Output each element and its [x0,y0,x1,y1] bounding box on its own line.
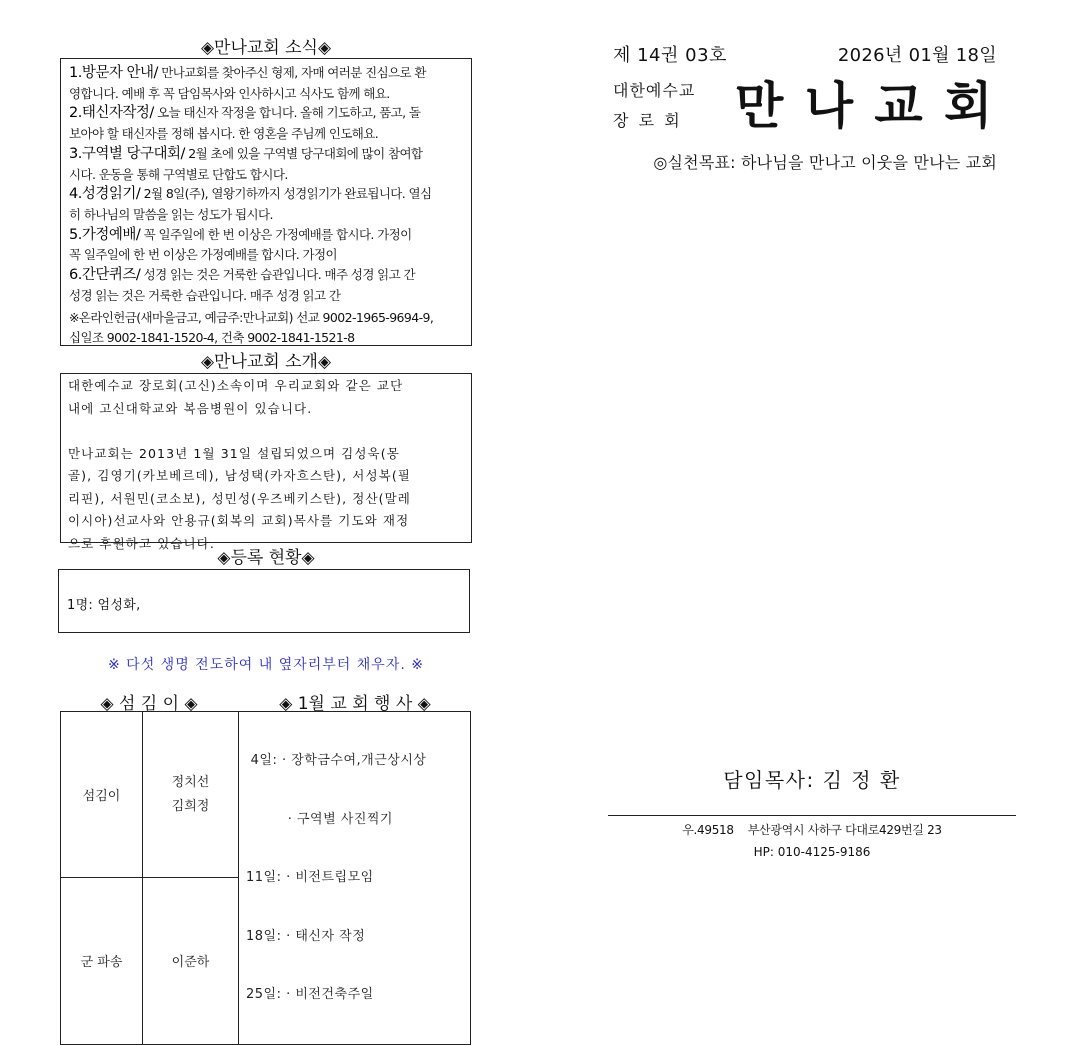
event-line: 18일: · 태신자 작정 [246,928,366,944]
denomination-line-2: 장 로 회 [613,111,680,130]
offering-info: 십일조 9002-1841-1520-4, 건축 9002-1841-1521-8 [69,330,355,346]
intro-box [60,373,472,551]
event-line: 11일: · 비전트립모임 [246,870,374,885]
church-name-title: 만 나 교 회 [735,77,995,135]
news-text: 보아야 할 태신자를 정해 봅시다. 한 영혼을 주님께 인도해요. [69,126,379,142]
news-section-title: ◈만나교회 소식◈ [200,38,332,58]
registration-text: 1명: 엄성화, [67,598,141,613]
denomination-line-1: 대한예수교 [613,81,696,100]
intro-line: 대한예수교 장로회(고신)소속이며 우리교회와 같은 교단 [68,378,404,393]
service-name: 김희정 [171,798,210,814]
intro-line: 으로 후원하고 있습니다. [68,535,215,551]
intro-line: 리핀), 서원민(코소보), 성민성(우즈베키스탄), 정산(말레 [68,490,411,506]
service-section-title: ◈ 섬 김 이 ◈ [100,694,198,714]
news-item-2 [69,103,471,124]
pastor-name: 담임목사: 김 정 환 [723,768,901,792]
church-phone: HP: 010-4125-9186 [753,845,871,859]
event-line: · 구역별 사진찍기 [246,811,393,827]
service-name: 이준하 [171,955,210,971]
intro-line: 골), 김영기(카보베르데), 남성택(카자흐스탄), 서성복(필 [68,468,411,483]
news-item-5 [69,225,471,246]
intro-line: 내에 고신대학교와 복음병원이 있습니다. [68,400,313,416]
news-text: 영합니다. 예배 후 꼭 담임목사와 인사하시고 식사도 함께 해요. [69,85,390,101]
news-box [60,58,472,346]
news-item-1 [69,63,471,84]
news-text: 2월 초에 있을 구역별 당구대회에 많이 참여합 [184,145,423,161]
issue-date: 2026년 01월 18일 [837,45,997,66]
intro-line: 만나교회는 2013년 1월 31일 설립되었으며 김성욱(몽 [68,445,400,461]
events-section-title: ◈ 1월 교 회 행 사 ◈ [279,694,431,714]
news-text: 꼭 일주일에 한 번 이상은 가정예배를 합시다. 가정이 [69,247,337,263]
registration-section-title: ◈등록 현황◈ [217,548,315,568]
news-item-4 [69,184,471,205]
news-heading: 1.방문자 안내/ [69,65,158,81]
church-address: 우.49518 부산광역시 사하구 다대로429번길 23 [682,823,942,837]
practice-motto: ◎실천목표: 하나님을 만나고 이웃을 만나는 교회 [653,153,997,172]
news-heading: 5.가정예배/ [69,226,141,243]
news-text: 히 하나님의 말씀을 읽는 성도가 됩시다. [69,206,273,222]
intro-section-title: ◈만나교회 소개◈ [200,352,332,372]
registration-box [58,569,470,633]
service-name: 정치선 [171,774,210,790]
evangelism-slogan: ※ 다섯 생명 전도하여 내 옆자리부터 채우자. ※ [108,657,424,673]
intro-line [68,420,471,443]
news-heading: 6.간단퀴즈/ [69,267,141,284]
event-line: 4일: · 장학금수여,개근상시상 [246,753,427,768]
news-text: 오늘 태신자 작정을 합니다. 올해 기도하고, 품고, 돌 [153,105,421,121]
footer-divider [608,815,1016,816]
news-text: 2월 8일(주), 열왕기하까지 성경읽기가 완료됩니다. 열심 [140,186,432,202]
service-role: 군 파송 [61,878,143,1044]
service-events-table [60,711,471,1045]
news-heading: 3.구역별 당구대회/ [69,145,185,162]
news-text: 꼭 일주일에 한 번 이상은 가정예배를 합시다. 가정이 [140,226,412,242]
events-cell [239,712,471,1045]
news-text: 성경 읽는 것은 거룩한 습관입니다. 매주 성경 읽고 간 [140,267,415,283]
offering-info: ※온라인헌금(새마을금고, 예금주:만나교회) 선교 9002-1965-9694-9, [69,310,434,326]
service-names [143,878,239,1044]
issue-number: 제 14권 03호 [613,45,727,66]
event-line: 25일: · 비전건축주일 [246,987,374,1002]
news-text: 시다. 운동을 통해 구역별로 단합도 합시다. [69,166,288,182]
news-item-6 [69,265,471,286]
news-text: 만나교회를 찾아주신 형제, 자매 여러분 진심으로 환 [157,65,426,80]
news-heading: 2.태신자작정/ [69,105,154,122]
intro-line: 이시아)선교사와 안용규(회복의 교회)목사를 기도와 재정 [68,513,410,528]
service-names [143,712,239,878]
service-role: 섬김이 [61,712,143,878]
news-heading: 4.성경읽기/ [69,186,141,203]
news-text: 성경 읽는 것은 거룩한 습관입니다. 매주 성경 읽고 간 [69,287,341,303]
news-item-3 [69,144,471,165]
